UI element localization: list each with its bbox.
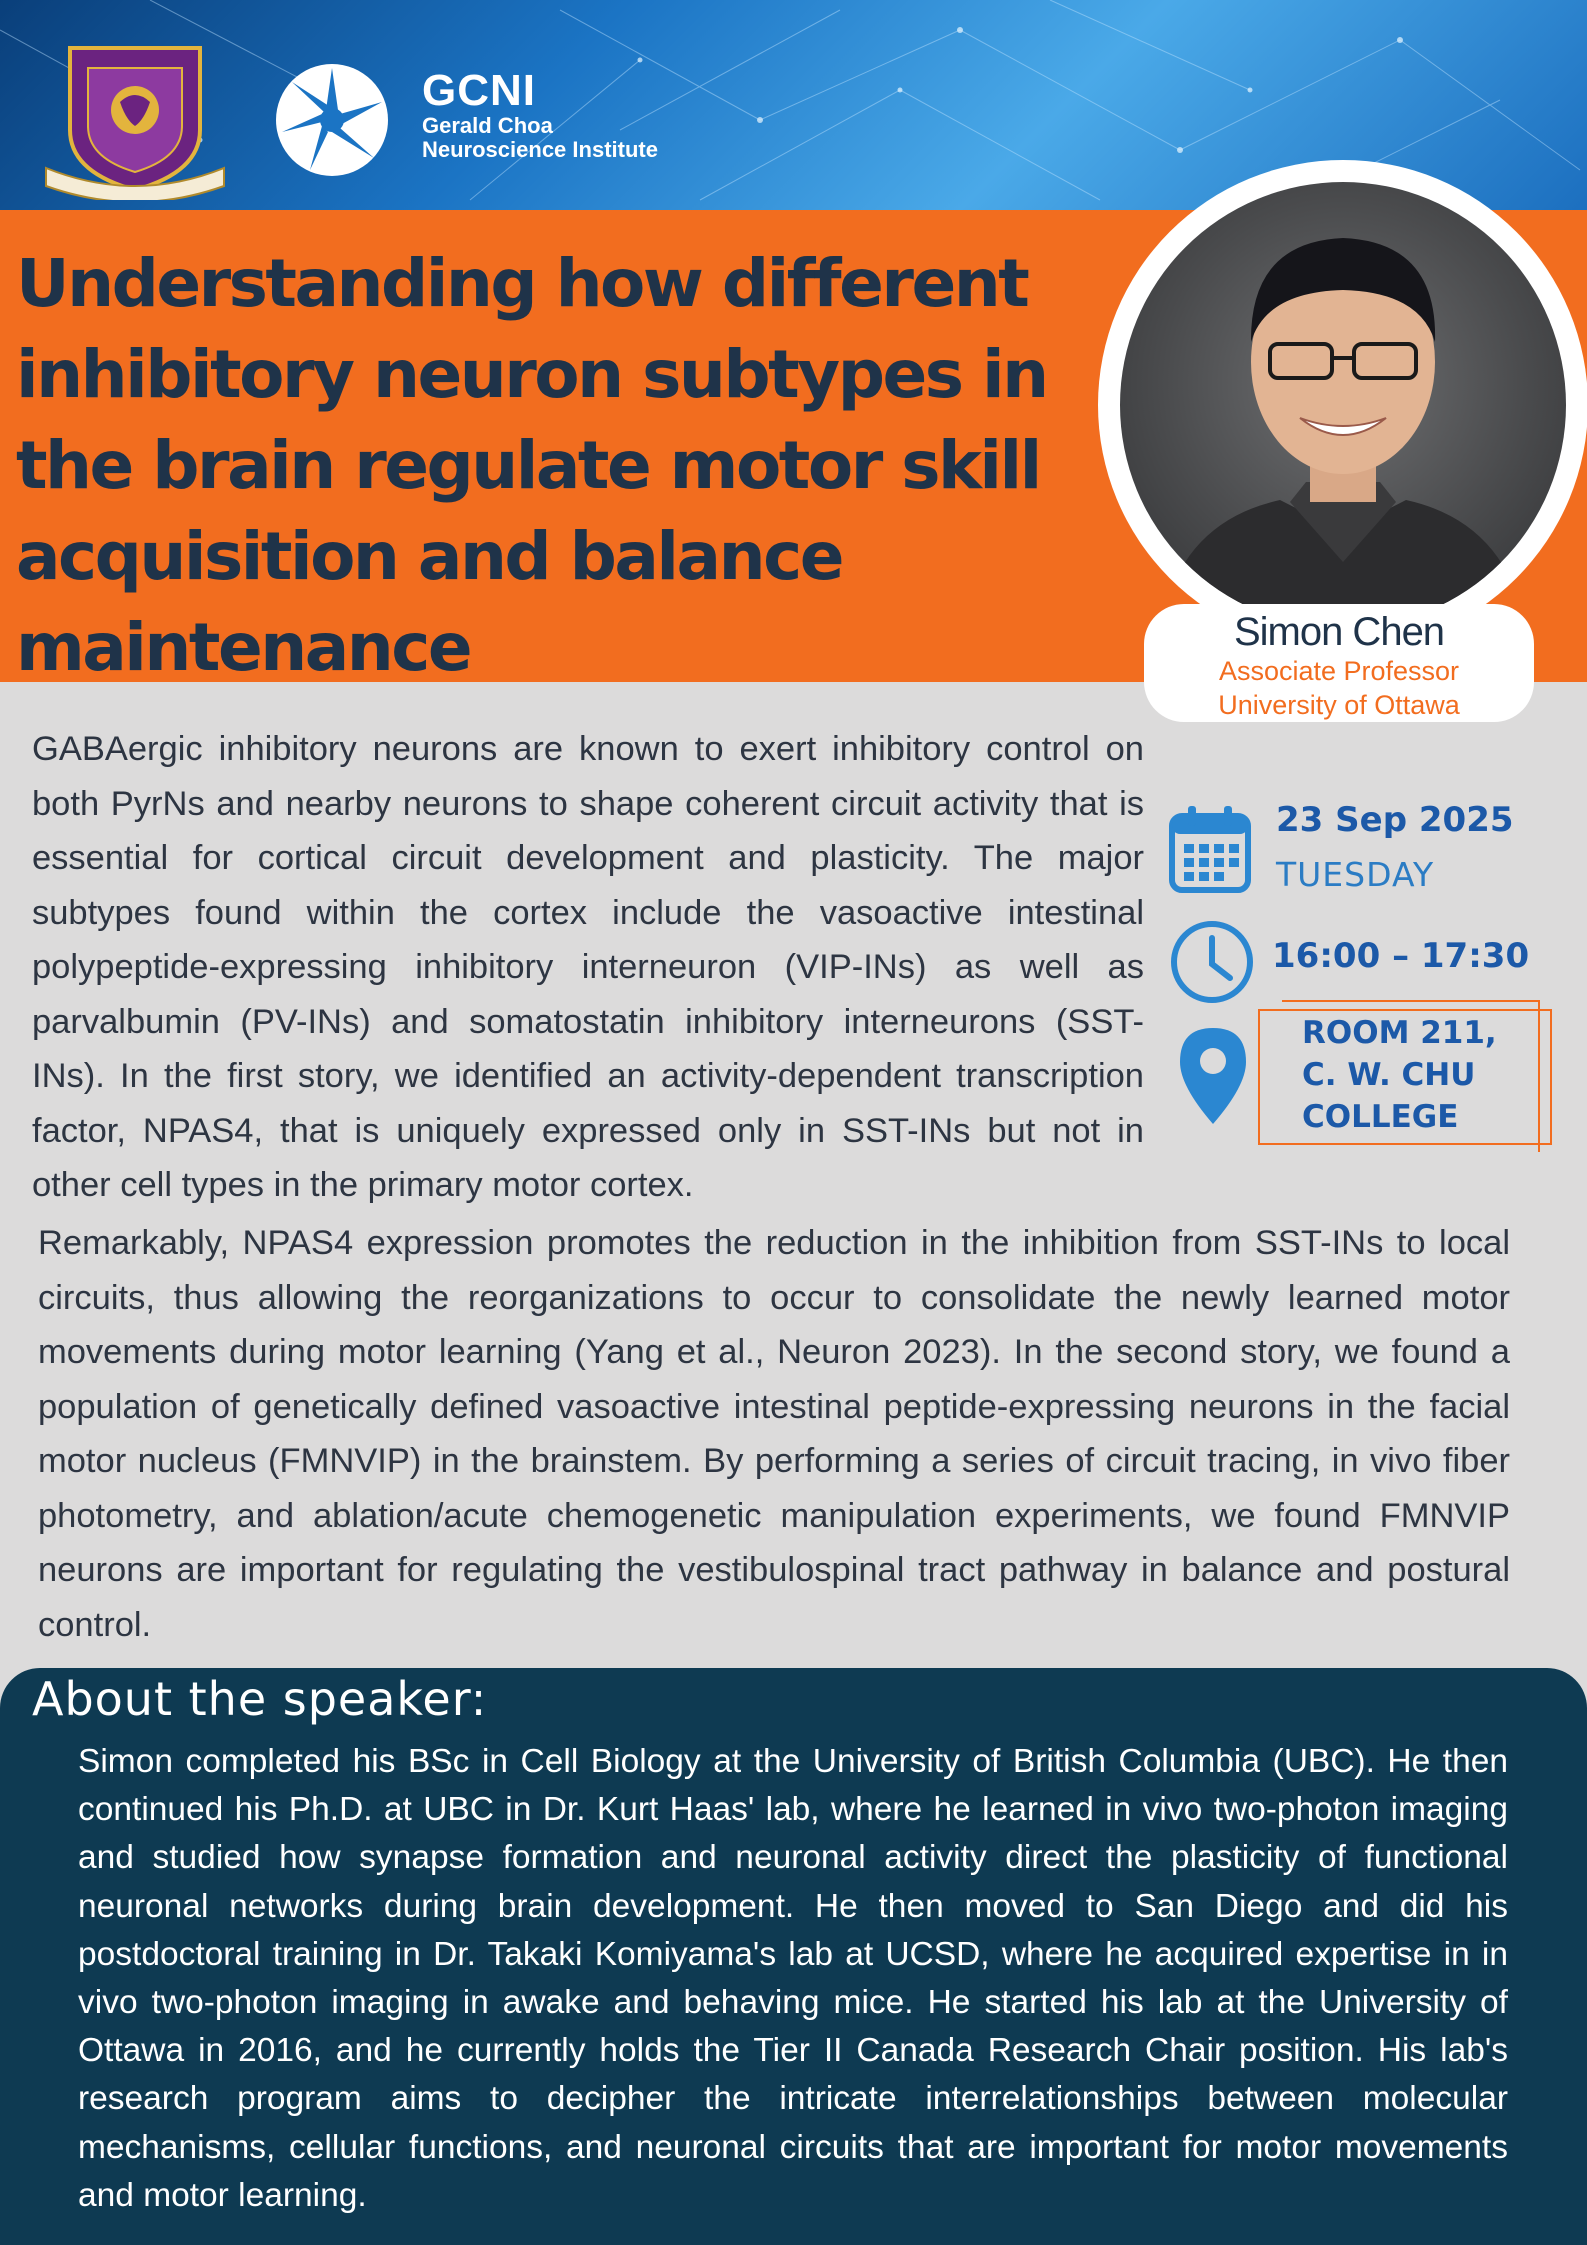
abstract-paragraph-1: GABAergic inhibitory neurons are known to exert inhibitory control on both PyrNs and nearby neurons to shape coherent circuit activity that is essential for cortical circuit development and plasticity. The major subtypes found within the cortex include the vasoactive intestinal polypeptide-expressing inhibitory interneuron (VIP-INs) as well as parvalbumin (PV-INs) and somatostatin inhibitory interneurons (SST-INs). In the first story, we identified an activity-dependent transcription factor, NPAS4, that is uniquely expressed only in SST-INs but not in other cell types in the primary motor cortex. — [32, 730, 1144, 1204]
university-crest-icon — [40, 40, 230, 200]
speaker-affiliation: University of Ottawa — [1218, 690, 1460, 720]
location-pin-icon — [1178, 1026, 1248, 1126]
speaker-bio: Simon completed his BSc in Cell Biology at the University of British Columbia (UBC). He then continued his Ph.D. at UBC in Dr. Kurt Haas' lab, where he learned in vivo two-photon imaging and studied how synapse formation and neuronal activity direct the plasticity of functional neuronal networks during brain development. He then moved to San Diego and did his postdoctoral training in Dr. Takaki Komiyama's lab at UCSD, where he acquired expertise in in vivo two-photon imaging in awake and behaving mice. He started his lab at the University of Ottawa in 2016, and he currently holds the Tier II Canada Research Chair position. His lab's research program aims to decipher the intricate interrelationships between molecular mechanisms, cellular functions, and neuronal circuits that are important for motor movements and motor learning. — [78, 1743, 1508, 2214]
calendar-icon — [1168, 802, 1252, 894]
speaker-name: Simon Chen — [1233, 610, 1445, 654]
gcni-wordmark — [422, 68, 658, 162]
event-date: 23 Sep 2025 — [1276, 800, 1514, 840]
venue-line-1: ROOM 211, — [1302, 1015, 1497, 1051]
about-speaker-heading: About the speaker: — [32, 1672, 488, 1726]
logo-abbreviation: GCNI — [422, 66, 536, 115]
abstract-paragraph-2: Remarkably, NPAS4 expression promotes the reduction in the inhibition from SST-INs to local circuits, thus allowing the reorganizations to occur to consolidate the newly learned motor movements during motor learning (Yang et al., Neuron 2023). In the second story, we found a population of genetically defined vasoactive intestinal peptide-expressing neurons in the facial motor nucleus (FMNVIP) in the brainstem. By performing a series of circuit tracing, in vivo fiber photometry, and ablation/acute chemogenetic manipulation experiments, we found FMNVIP neurons are important for regulating the vestibulospinal tract pathway in balance and postural control. — [38, 1224, 1510, 1644]
speaker-role: Associate Professor — [1218, 656, 1460, 686]
speaker-card — [1144, 604, 1534, 722]
event-venue — [1302, 1012, 1512, 1138]
gcni-logo-icon — [274, 62, 390, 178]
speaker-portrait-icon — [1120, 182, 1566, 628]
venue-line-2: C. W. CHU — [1302, 1057, 1476, 1093]
venue-line-3: COLLEGE — [1302, 1099, 1459, 1135]
speaker-photo — [1120, 182, 1566, 628]
talk-title: Understanding how different inhibitory neuron subtypes in the brain regulate motor skill acquisition and balance maintenance — [16, 245, 1047, 686]
logo-line-1: Gerald Choa — [422, 113, 553, 138]
event-day: TUESDAY — [1276, 855, 1435, 894]
clock-icon — [1168, 918, 1256, 1006]
logo-line-2: Neuroscience Institute — [422, 137, 658, 162]
event-time: 16:00 – 17:30 — [1272, 936, 1530, 976]
